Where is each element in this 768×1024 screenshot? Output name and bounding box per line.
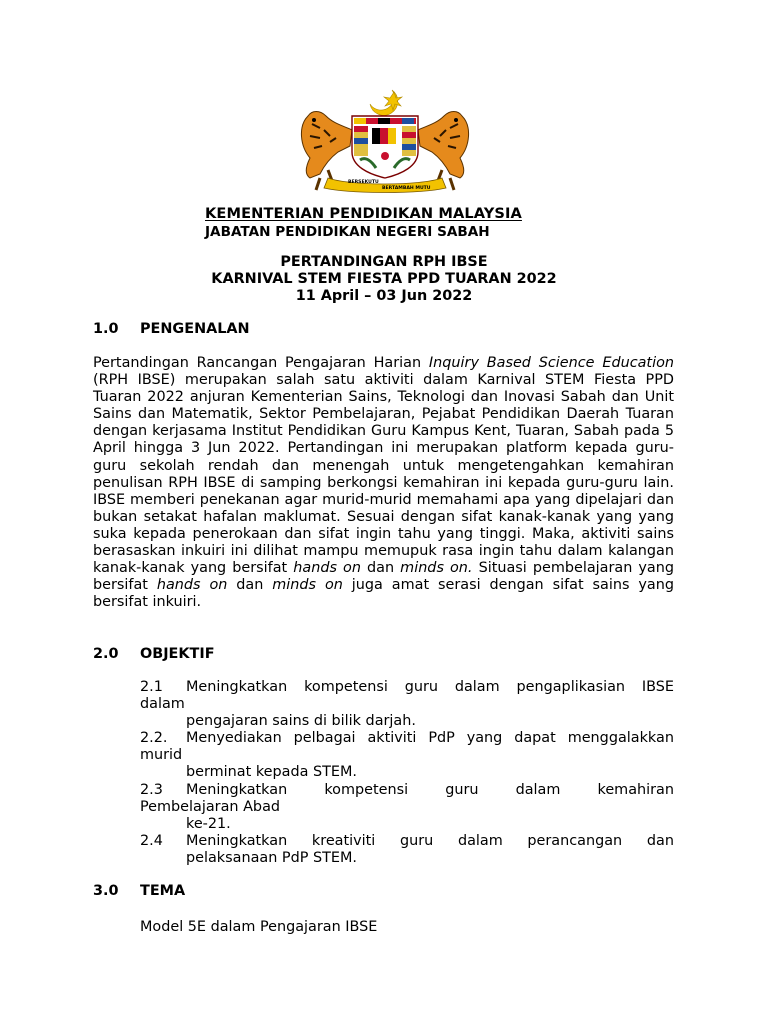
objective-word: Meningkatkan (186, 833, 288, 849)
tema-text: Model 5E dalam Pengajaran IBSE (140, 919, 378, 935)
motto-right-text: BERTAMBAH MUTU (382, 186, 431, 191)
objective-continuation: pelaksanaan PdP STEM. (186, 850, 357, 867)
objective-wrap-text: dalam (140, 696, 185, 713)
objective-2-2 (140, 730, 674, 781)
ministry-name: KEMENTERIAN PENDIDIKAN MALAYSIA (205, 205, 522, 222)
objective-word: kreativiti (311, 833, 376, 849)
objective-word: guru (445, 782, 479, 798)
section-number: 2.0 (93, 646, 119, 662)
objective-word: dalam (515, 782, 561, 798)
intro-text: Pertandingan Rancangan Pengajaran Harian (93, 355, 429, 371)
objective-continuation: pengajaran sains di bilik darjah. (186, 713, 416, 730)
objective-word: kompetensi (324, 782, 409, 798)
section-heading-objektif (93, 646, 215, 662)
objective-number: 2.2. (140, 730, 168, 746)
objective-word: IBSE (641, 679, 674, 695)
objective-word: perancangan (527, 833, 623, 849)
objective-word: Menyediakan (186, 730, 282, 746)
intro-italic-term: minds on. (400, 560, 473, 577)
objective-word: yang (466, 730, 503, 746)
objective-word: aktiviti (367, 730, 417, 746)
title-line-2: KARNIVAL STEM FIESTA PPD TUARAN 2022 (211, 271, 557, 287)
section-heading-tema (93, 883, 185, 899)
objective-word: dan (646, 833, 674, 849)
intro-paragraph (93, 355, 674, 611)
intro-text: dan (227, 577, 273, 594)
malaysia-coat-of-arms-logo (290, 86, 480, 196)
objective-number: 2.4 (140, 833, 163, 849)
intro-text: (RPH IBSE) merupakan salah satu aktiviti dalam Karnival STEM Fiesta PPD Tuaran 2022 anjuran Kementerian Sains, Teknologi dan Inovasi Sabah dan Unit Sains dan Matematik, Sektor Pembelajaran, Pejabat Pendidikan Daerah Tuaran dengan kerjasama Institut Pendidikan Guru Kampus Kent, Tuaran, Sabah pada 5 April hingga 3 Jun 2022. Pertandingan ini merupakan platform kepada guru-guru sekolah rendah dan menengah untuk mengetengahkan kemahiran penulisan RPH IBSE di samping berkongsi kemahiran ini kepada guru-guru lain. IBSE memberi penekanan agar murid-murid memahami apa yang dipelajari dan bukan setakat hafalan maklumat. Sesuai dengan sifat kanak-kanak yang yang suka kepada penerokaan dan sifat ingin tahu yang tinggi. Maka, aktiviti sains berasaskan inkuiri ini dilihat mampu memupuk rasa ingin tahu dalam kalangan kanak-kanak yang bersifat (93, 372, 674, 577)
objective-word: Meningkatkan (186, 679, 288, 695)
shield-icon (352, 116, 418, 178)
objective-number: 2.1 (140, 679, 163, 695)
objective-2-3 (140, 782, 674, 833)
letterhead (178, 86, 590, 252)
right-tiger-icon (418, 112, 469, 191)
objective-number: 2.3 (140, 782, 163, 798)
intro-italic-term: Inquiry Based Science Education (428, 355, 674, 371)
objective-word: pengaplikasian (516, 679, 626, 695)
intro-text: juga amat serasi dengan sifat sains yang bersifat inkuiri. (93, 577, 674, 611)
objective-word: dapat (514, 730, 556, 746)
objective-word: menggalakkan (567, 730, 674, 746)
objective-word: pelbagai (293, 730, 356, 746)
left-tiger-icon (301, 112, 352, 191)
crescent-star-icon (370, 90, 402, 115)
objective-2-1 (140, 679, 674, 730)
objective-wrap-text: murid (140, 747, 183, 764)
intro-italic-term: minds on (272, 577, 343, 594)
objective-word: kompetensi (304, 679, 388, 695)
motto-left-text: BERSEKUTU (348, 180, 379, 185)
objective-wrap-text: Pembelajaran Abad (140, 799, 281, 816)
objective-word: PdP (428, 730, 455, 746)
intro-italic-term: hands on (156, 577, 228, 594)
intro-text: dan (360, 560, 401, 577)
department-name: JABATAN PENDIDIKAN NEGERI SABAH (205, 224, 490, 240)
motto-ribbon (324, 178, 446, 193)
section-title: PENGENALAN (140, 321, 250, 337)
intro-italic-term: hands on (293, 560, 361, 577)
objective-word: Meningkatkan (186, 782, 288, 798)
section-number: 3.0 (93, 883, 119, 899)
section-number: 1.0 (93, 321, 119, 337)
objective-word: guru (399, 833, 434, 849)
document-title-block (0, 254, 768, 305)
section-title: OBJEKTIF (140, 646, 215, 662)
objective-2-4 (140, 833, 674, 867)
objective-word: guru (404, 679, 438, 695)
section-title: TEMA (140, 883, 186, 899)
objective-word: kemahiran (597, 782, 674, 798)
objective-word: dalam (454, 679, 500, 695)
objective-word: dalam (457, 833, 503, 849)
intro-text: Situasi pembelajaran yang bersifat (93, 560, 674, 594)
title-line-3: 11 April – 03 Jun 2022 (295, 288, 473, 304)
section-heading-pengenalan (93, 321, 250, 337)
objective-continuation: berminat kepada STEM. (186, 764, 357, 781)
objective-continuation: ke-21. (186, 816, 231, 833)
title-line-1: PERTANDINGAN RPH IBSE (280, 254, 488, 270)
